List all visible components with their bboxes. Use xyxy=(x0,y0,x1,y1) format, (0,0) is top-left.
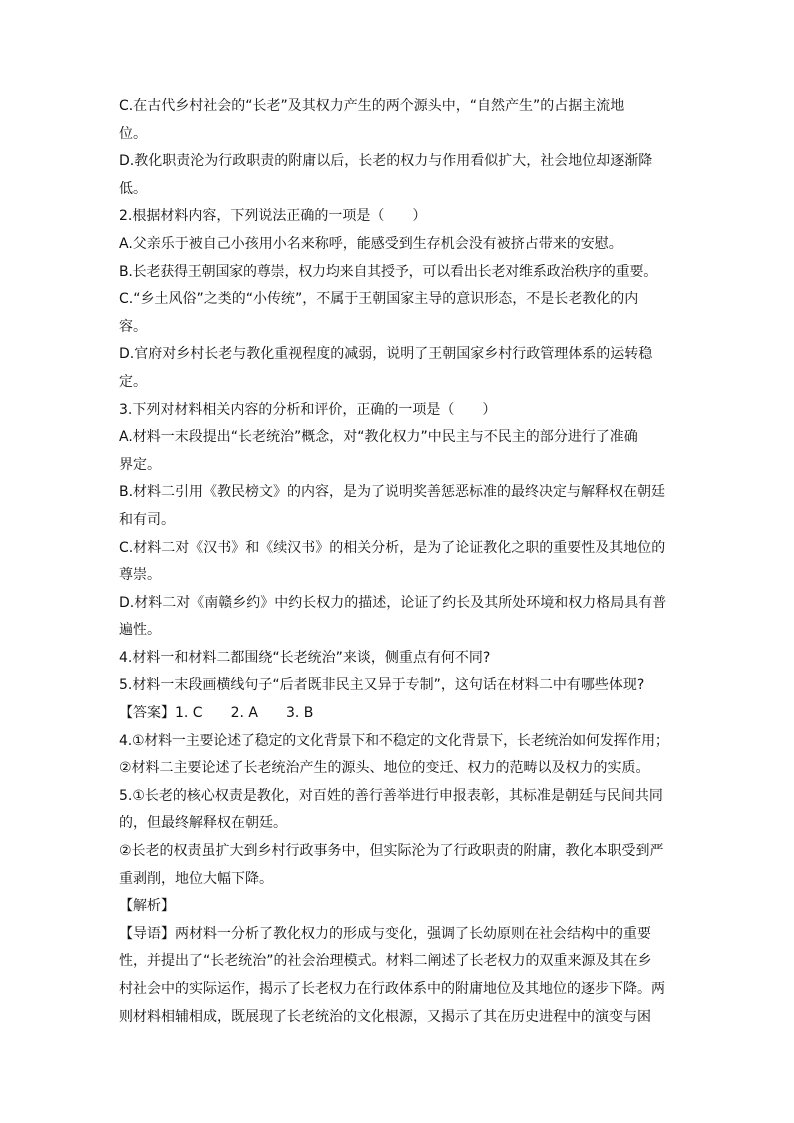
intro-line-3: 村社会中的实际运作，揭示了长老权力在行政体系中的附庸地位及其地位的逐步下降。两 xyxy=(119,981,665,997)
document-body xyxy=(119,93,689,1031)
q3-option-a-line-2: 界定。 xyxy=(119,456,161,473)
q2-option-a: A.父亲乐于被自己小孩用小名来称呼，能感受到生存机会没有被挤占带来的安慰。 xyxy=(119,235,623,252)
answer-4-line-1: 4.①材料一主要论述了稳定的文化背景下和不稳定的文化背景下，长老统治如何发挥作用； xyxy=(119,732,669,749)
analysis-heading: 【解析】 xyxy=(119,898,175,915)
answer-4-line-2: ②材料二主要论述了长老统治产生的源头、地位的变迁、权力的范畴以及权力的实质。 xyxy=(119,760,650,777)
answer-key: 【答案】1. C 2. A 3. B xyxy=(119,705,314,722)
q2-option-d-line-2: 定。 xyxy=(119,373,147,390)
q2-option-b: B.长老获得王朝国家的尊崇，权力均来自其授予，可以看出长老对维系政治秩序的重要。 xyxy=(119,263,658,280)
q3-option-d-line-2: 遍性。 xyxy=(119,622,161,639)
answer-5-line-1: 5.①长老的核心权责是教化，对百姓的善行善举进行申报表彰，其标准是朝廷与民间共同 xyxy=(119,787,663,804)
option-d-line-2: 低。 xyxy=(119,180,147,197)
q3-option-d-line-1: D.材料二对《南赣乡约》中约长权力的描述，论证了约长及其所处环境和权力格局具有普 xyxy=(119,594,667,611)
option-d-line-1: D.教化职责沦为行政职责的附庸以后，长老的权力与作用看似扩大，社会地位却逐渐降 xyxy=(119,153,653,170)
question-4: 4.材料一和材料二都围绕“长老统治”来谈，侧重点有何不同? xyxy=(119,649,491,666)
option-c-line-1: C.在古代乡村社会的“长老”及其权力产生的两个源头中，“自然产生”的占据主流地 xyxy=(119,98,625,114)
q2-option-c-line-1: C.“乡土风俗”之类的“小传统”，不属于王朝国家主导的意识形态，不是长老教化的内 xyxy=(119,291,639,308)
q3-option-c-line-1: C.材料二对《汉书》和《续汉书》的相关分析，是为了论证教化之职的重要性及其地位的 xyxy=(119,539,666,556)
q3-option-b-line-2: 和有司。 xyxy=(119,511,175,528)
q3-option-a-line-1: A.材料一末段提出“长老统治”概念，对“教化权力”中民主与不民主的部分进行了准确 xyxy=(119,429,638,446)
q3-option-c-line-2: 尊崇。 xyxy=(119,567,161,584)
option-c-line-2: 位。 xyxy=(119,125,147,142)
q2-option-c-line-2: 容。 xyxy=(119,318,147,335)
question-2: 2.根据材料内容，下列说法正确的一项是（ ） xyxy=(119,208,427,225)
question-3: 3.下列对材料相关内容的分析和评价，正确的一项是（ ） xyxy=(119,401,497,418)
intro-line-1: 【导语】两材料一分析了教化权力的形成与变化，强调了长幼原则在社会结构中的重要 xyxy=(119,925,651,942)
q2-option-d-line-1: D.官府对乡村长老与教化重视程度的减弱，说明了王朝国家乡村行政管理体系的运转稳 xyxy=(119,346,653,363)
answer-5-line-2: 的，但最终解释权在朝廷。 xyxy=(119,815,287,832)
answer-5-line-3: ②长老的权责虽扩大到乡村行政事务中，但实际沦为了行政职责的附庸，教化本职受到严 xyxy=(119,843,664,860)
intro-line-2: 性，并提出了“长老统治”的社会治理模式。材料二阐述了长老权力的双重来源及其在乡 xyxy=(119,953,652,970)
question-5: 5.材料一末段画横线句子“后者既非民主又异于专制”，这句话在材料二中有哪些体现? xyxy=(119,677,645,694)
q3-option-b-line-1: B.材料二引用《教民榜文》的内容，是为了说明奖善惩恶标准的最终决定与解释权在朝廷 xyxy=(119,484,666,501)
answer-5-line-4: 重剥削，地位大幅下降。 xyxy=(119,870,273,887)
intro-line-4: 则材料相辅相成，既展现了长老统治的文化根源，又揭示了其在历史进程中的演变与困 xyxy=(119,1008,651,1025)
